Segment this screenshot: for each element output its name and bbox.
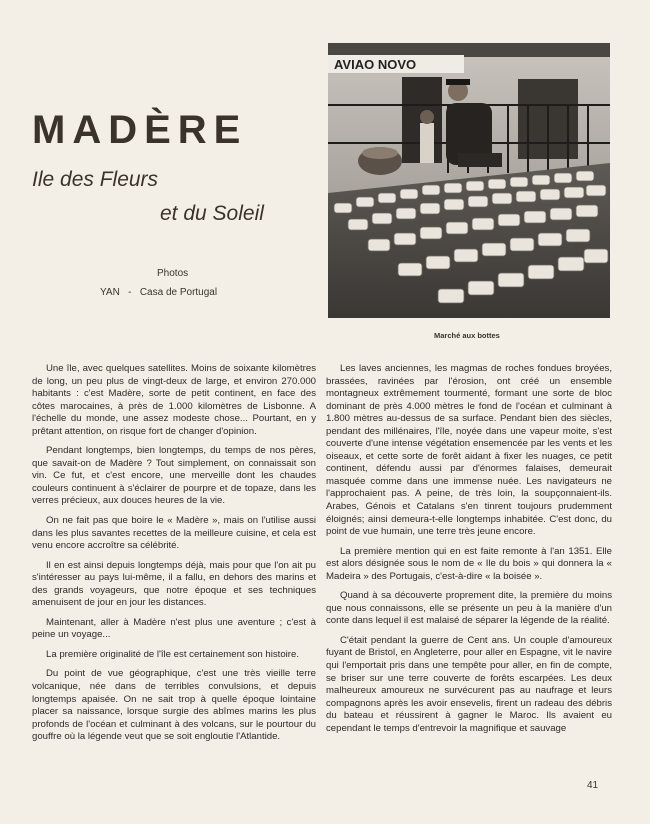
paragraph: Pendant longtemps, bien longtemps, du temps de nos pères, que savait-on de Madère ? Tout simplement, on connaissait son vin. Ce fut, et c'est encore, une merveille dont les chaudes couleurs continuent à s'éclairer de pourpre et de topaze, dans les verres précieux, aux douces heures de la vie. — [32, 445, 316, 507]
article-subtitle-line1: Ile des Fleurs — [32, 168, 159, 191]
photos-label: Photos — [157, 268, 189, 279]
paragraph: Maintenant, aller à Madère n'est plus une aventure ; c'est à peine un voyage... — [32, 616, 316, 641]
article-title: MADÈRE — [32, 108, 248, 152]
paragraph: Du point de vue géographique, c'est une très vieille terre volcanique, née dans de terribles convulsions, et depuis longtemps apaisée. On ne sait trop à quelle époque lointaine placer sa naissance, lorsque surgie des abîmes marins les plus profonds de l'océan et culminant à des volcans, sur le pourtour du gouffre où la légende veut que se soit engloutie l'Atlantide. — [32, 668, 316, 743]
paragraph: La première originalité de l'île est certainement son histoire. — [46, 648, 299, 660]
shop-sign-text: AVIAO NOVO — [334, 57, 417, 72]
paragraph: Une île, avec quelques satellites. Moins de soixante kilomètres de long, un peu plus de vingt-deux de large, et environ 270.000 habitants : c'est Madère, sorte de petit continent, en face des côtes marocaines, à près de 1.000 kilomètres de Lisbonne. A l'échelle du monde, une assez modeste chose... Pourtant, en y prêtant attention, on risque fort de changer d'opinion. — [32, 363, 316, 437]
right-column — [326, 363, 612, 742]
paragraph: C'était pendant la guerre de Cent ans. Un couple d'amoureux fuyant de Bristol, en Angleterre, pour aller en Espagne, vit le navire qui l'emportait pris dans une tempête pour aller, en fin de compte, se briser sur une terre couverte de forêts escarpées. Les deux malheureux amoureux ne survécurent pas au naufrage et leurs compagnons après les avoir ensevelis, firent un radeau des débris du bateau et réussirent à gagner le Maroc. Ils avaient eu cependant le temps d'entrevoir la magnifique et sauvage — [326, 634, 612, 734]
paragraph: Il en est ainsi depuis longtemps déjà, mais pour que l'on ait pu s'intéresser au pays lui-même, il a fallu, en dehors des marins et des grands voyageurs, que notre époque et ses techniques amenuisent de jour en jour les distances. — [32, 559, 316, 609]
market-photo-illustration — [328, 43, 610, 318]
photo-caption: Marché aux bottes — [434, 331, 500, 340]
paragraph: Les laves anciennes, les magmas de roches fondues broyées, brassées, ravinées par l'érosion, ont créé un ensemble montagneux extrêmement tourmenté, formant une sorte de bloc dominant de près 4.000 mètres le fond de l'océan et culminant à 1.800 mètres au-dessus de sa surface. Pendant bien des siècles, pendant des millénaires, l'île, noyée dans une vapeur moite, s'est couverte d'une intense végétation ensemencée par les vents et les oiseaux, et cette sorte de forêt aidant à fixer les nuages, ce petit continent, défendu aussi par d'énormes falaises, demeurait masquée comme dans une immense nuée. Les navigateurs ne l'approchaient pas. A peine, de très loin, la soupçonnaient-ils. Arabes, Génois et Catalans s'en tinrent toujours prudemment éloignés; ainsi demeura-t-elle longtemps inhabitée. C'est donc, du point de vue humain, une terre très jeune encore. — [326, 363, 612, 538]
photos-credit: YAN - Casa de Portugal — [100, 287, 218, 298]
paragraph: Quand à sa découverte proprement dite, la première du moins que nous connaissons, elle se présente un peu à la manière d'un conte dans lequel il est malaisé de séparer la légende de la réalité. — [326, 590, 612, 627]
market-photo — [328, 43, 610, 318]
paragraph: La première mention qui en est faite remonte à l'an 1351. Elle est alors désignée sous le nom de « Ile du bois » qui donnera la « Madeira » des Portugais, c'est-à-dire « la boisée ». — [326, 545, 612, 582]
left-column — [32, 363, 316, 751]
page-number: 41 — [587, 780, 599, 791]
article-subtitle-line2: et du Soleil — [160, 202, 264, 225]
paragraph: On ne fait pas que boire le « Madère », mais on l'utilise aussi dans les plus savantes recettes de la meilleure cuisine, et cela est venu encore accroître sa célébrité. — [32, 515, 316, 552]
